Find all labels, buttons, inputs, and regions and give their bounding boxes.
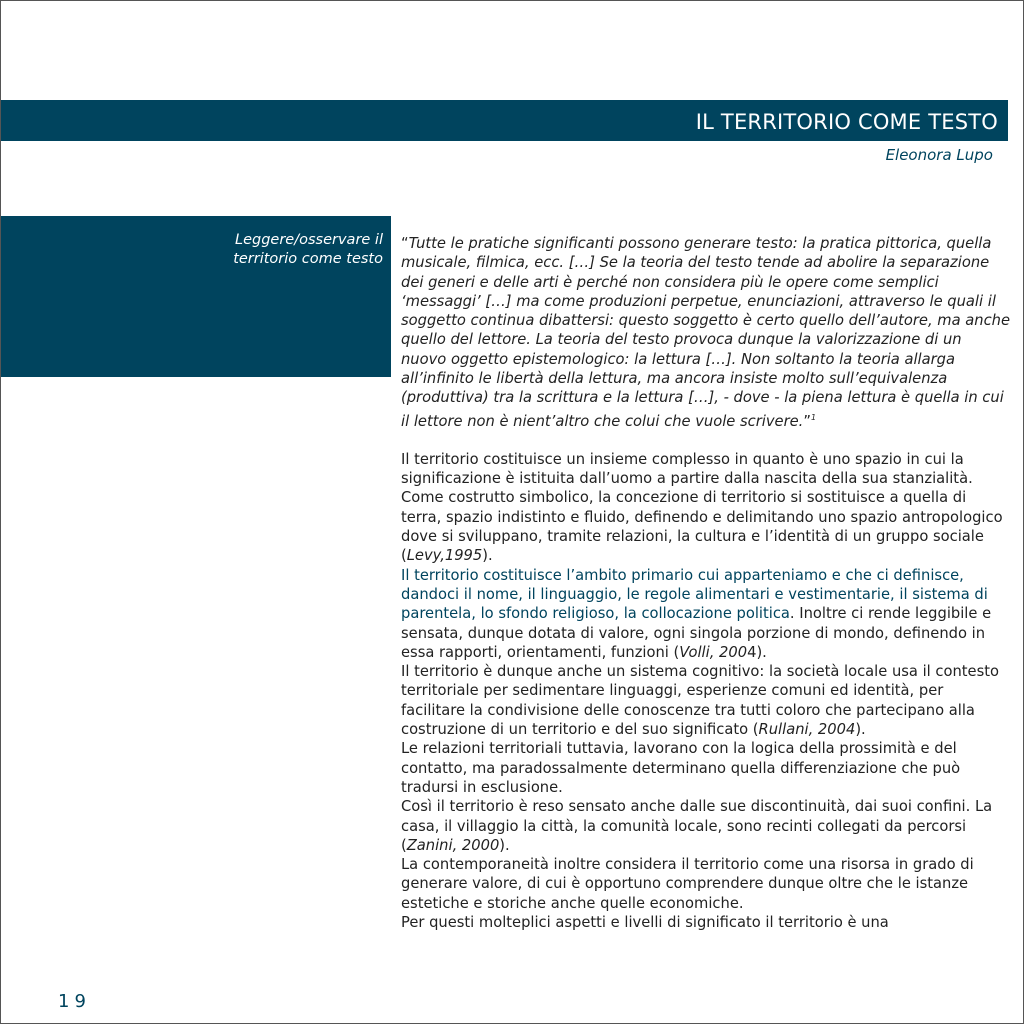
section-label (183, 231, 383, 269)
paragraph-6: La contemporaneità inoltre considera il territorio come una risorsa in grado di generare valore, di cui è opportuno comprendere dunque oltre che le istanze estetiche e storiche anche quelle economiche. (401, 856, 974, 912)
paragraph-3 (401, 662, 1011, 739)
citation-rullani: Rullani, 2004 (758, 721, 856, 739)
citation-levy: Levy,1995 (406, 547, 483, 565)
quote-text: Tutte le pratiche significanti possono generare testo: la pratica pittorica, quella musicale, filmica, ecc. […] Se la teoria del testo tende ad abolire la separazione dei generi e delle arti è perché non considera più le opere come semplici ‘messaggi’ […] ma come produzioni perpetue, enunciazioni, attraverso le quali il soggetto continua dibattersi: questo soggetto è certo quello dell’autore, ma anche quello del lettore. La teoria del testo provoca dunque la valorizzazione di un nuovo oggetto epistemologico: la lettura […]. Non soltanto la teoria allarga all’infinito le libertà della lettura, ma ancora insiste molto sull’equivalenza (produttiva) tra la scrittura e la lettura […], - dove - la piena lettura è quella in cui il lettore non è nient’altro che colui che vuole scrivere. (401, 235, 1011, 430)
highlighted-sentence: Il territorio costituisce l’ambito primario cui apparteniamo e che ci definisce, dandoci il nome, il linguaggio, le regole alimentari e vestimentarie, il sistema di parentela, lo sfondo religioso, la collocazione politica (401, 566, 988, 623)
paragraph-5-text: Così il territorio è reso sensato anche dalle sue discontinuità, dai suoi confini. La casa, il villaggio la città, la comunità locale, sono recinti collegati da percorsi ( (401, 798, 993, 854)
paragraph-4: Le relazioni territoriali tuttavia, lavorano con la logica della prossimità e del contatto, ma paradossalmente determinano quella differenziazione che può tradursi in esclusione. (401, 740, 961, 796)
spacer (401, 431, 1011, 450)
citation-zanini: Zanini, 2000 (406, 836, 500, 854)
title-bar (1, 100, 1008, 141)
paragraph-5-end: ). (499, 836, 510, 854)
paragraph-5 (401, 797, 1011, 855)
paragraph-1 (401, 450, 1011, 566)
page-title: IL TERRITORIO COME TESTO (695, 110, 998, 134)
citation-volli: Volli, 200 (679, 643, 748, 661)
paragraph-1-text: Il territorio costituisce un insieme complesso in quanto è uno spazio in cui la significazione è istituita dall’uomo a partire dalla nascita della sua stanzialità. Come costrutto simbolico, la concezione di territorio si sostituisce a quella di terra, spazio indistinto e fluido, definendo e delimitando uno spazio antropologico dove si sviluppano, tramite relazioni, la cultura e l’identità di un gruppo sociale ( (401, 450, 1003, 565)
paragraph-2-end: 4). (747, 643, 767, 661)
footnote-marker: 1 (810, 412, 817, 422)
section-label-line2: territorio come testo (233, 251, 383, 267)
paragraph-3-text: Il territorio è dunque anche un sistema cognitivo: la società locale usa il contesto territoriale per sedimentare linguaggi, esperienze comuni ed identità, per facilitare la condivisione delle conoscenze tra tutti coloro che partecipano alla costruzione di un territorio e del suo significato ( (401, 663, 999, 739)
paragraph-1-end: ). (482, 547, 493, 565)
paragraph-7: Per questi molteplici aspetti e livelli di significato il territorio è una (401, 913, 889, 931)
paragraph-2 (401, 566, 1011, 662)
paragraph-2-text: . Inoltre ci rende leggibile e sensata, dunque dotata di valore, ogni singola porzione di mondo, definendo in essa rapporti, orientamenti, funzioni ( (401, 605, 992, 661)
section-label-line1: Leggere/osservare il (235, 232, 383, 248)
opening-quote (401, 234, 1011, 431)
author-name: Eleonora Lupo (885, 146, 993, 164)
quote-close-mark: ” (803, 412, 811, 430)
quote-open-mark: “ (401, 235, 409, 252)
paragraph-3-end: ). (855, 721, 866, 739)
page-number: 19 (58, 991, 91, 1012)
section-sidebar-block (1, 216, 391, 377)
main-text (401, 234, 1011, 932)
